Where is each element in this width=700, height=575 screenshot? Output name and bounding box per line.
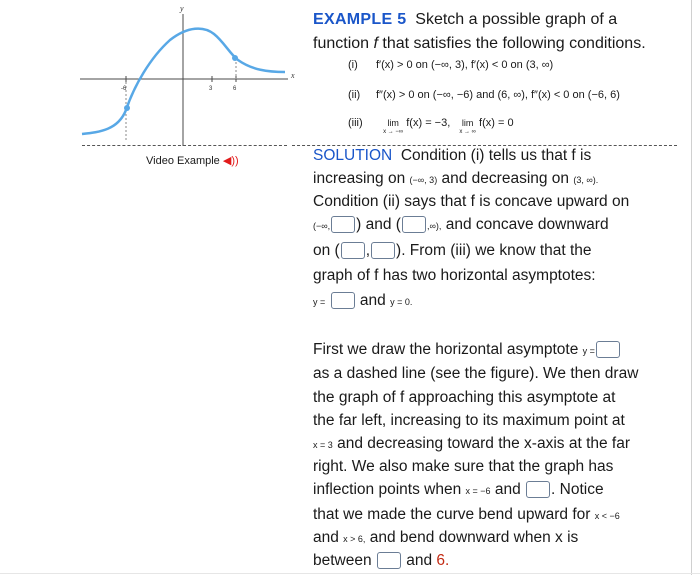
example-heading: EXAMPLE 5 Sketch a possible graph of a function f that satisfies the following conditions.: [313, 11, 646, 52]
condition-iii: (iii) lim $^{x \to -\infty}$ f(x) = −3, lim $^{x \to \infty}$ f(x) = 0: [348, 117, 514, 135]
solution-line-4: (−∞, ) and ( ,∞), and concave downward: [313, 216, 609, 233]
solution-line-6: graph of f has two horizontal asymptotes:: [313, 267, 596, 284]
x-axis-label: x: [291, 71, 295, 80]
solution-line-7: y = and y = 0.: [313, 292, 413, 309]
right-border: [691, 0, 692, 575]
answer-box-concave-up-1[interactable]: [331, 216, 355, 233]
solution-label: SOLUTION: [313, 147, 393, 164]
solution-line-2: increasing on (−∞, 3) and decreasing on (3, ∞).: [313, 170, 599, 187]
example-line1: Sketch a possible graph of a: [415, 11, 618, 28]
inflection-point-left: [124, 105, 130, 111]
tick-label-3: 3: [209, 86, 213, 92]
video-example-link[interactable]: [146, 154, 239, 167]
answer-box-inflection[interactable]: [526, 481, 550, 498]
para-line-8: that we made the curve bend upward for x < −6: [313, 506, 620, 523]
answer-box-concave-down-start[interactable]: [341, 242, 365, 259]
function-graph: [0, 0, 300, 150]
y-axis-label: y: [180, 4, 184, 13]
answer-box-concave-down-end[interactable]: [371, 242, 395, 259]
answer-box-between[interactable]: [377, 552, 401, 569]
tick-label-neg6: -6: [121, 86, 127, 92]
speaker-icon: ◀)): [222, 155, 239, 167]
video-example-label: Video Example: [146, 155, 220, 167]
para-line-4: the far left, increasing to its maximum point at: [313, 412, 625, 429]
answer-box-concave-up-2[interactable]: [402, 216, 426, 233]
solution-line-1: SOLUTION Condition (i) tells us that f is: [313, 147, 592, 164]
para-line-3: the graph of f approaching this asymptote at: [313, 389, 616, 406]
condition-ii: (ii) f″(x) > 0 on (−∞, −6) and (6, ∞), f″(x) < 0 on (−6, 6): [348, 89, 620, 101]
bottom-border: [0, 573, 700, 574]
para-line-10: between and 6.: [313, 552, 450, 569]
inflection-point-right: [232, 55, 238, 61]
solution-line-5: on ( , ). From (iii) we know that the: [313, 242, 592, 259]
asymptote-dashed-line: [82, 145, 287, 146]
para-line-1: First we draw the horizontal asymptote y =: [313, 338, 621, 363]
condition-i: (i) f′(x) > 0 on (−∞, 3), f′(x) < 0 on (3, ∞): [348, 59, 554, 71]
solution-line-3: Condition (ii) says that f is concave upward on: [313, 193, 630, 210]
para-line-2: as a dashed line (see the figure). We then draw: [313, 365, 639, 382]
example-label: EXAMPLE 5: [313, 11, 407, 28]
para-line-9: and x > 6, and bend downward when x is: [313, 529, 579, 546]
para-line-5: x = 3 and decreasing toward the x-axis at the far: [313, 435, 631, 452]
tick-label-6: 6: [233, 86, 237, 92]
para-line-6: right. We also make sure that the graph has: [313, 458, 614, 475]
answer-box-asymptote[interactable]: [331, 292, 355, 309]
answer-box-asymptote-2[interactable]: [596, 341, 620, 358]
para-line-7: inflection points when x = −6 and . Notice: [313, 481, 604, 498]
